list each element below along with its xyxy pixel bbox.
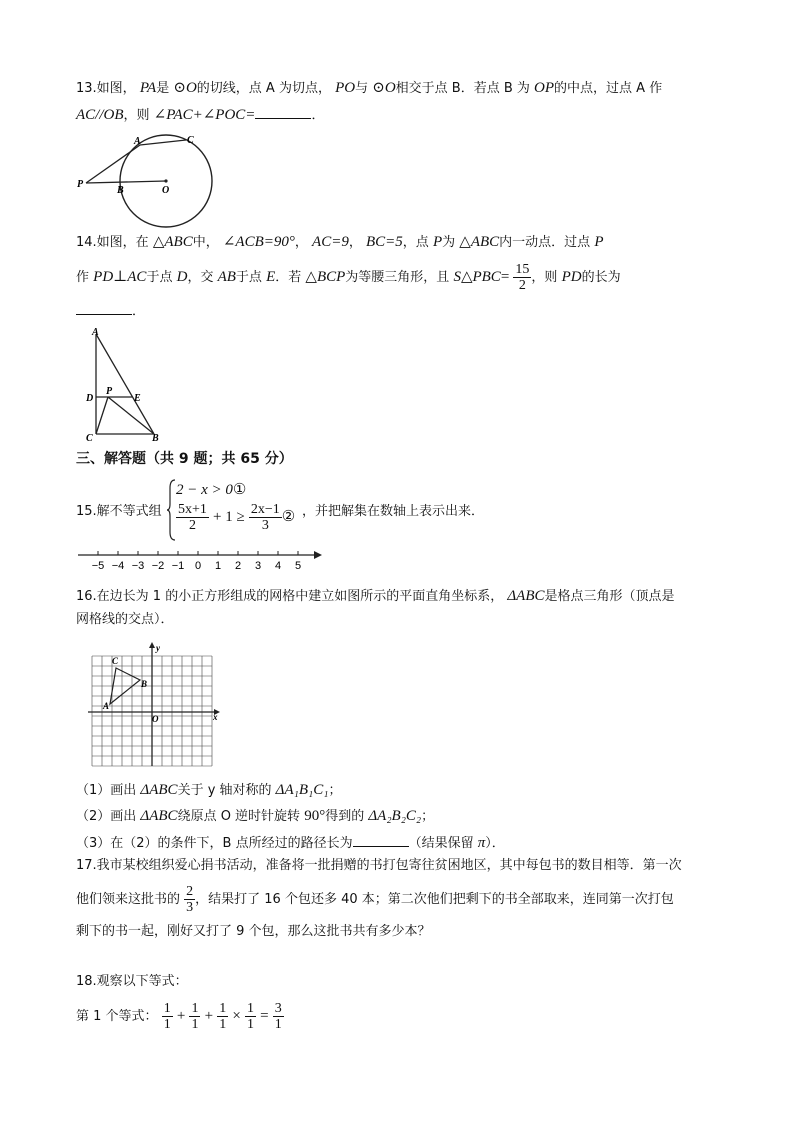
answer-blank[interactable] [255, 104, 311, 119]
math-triangle-abc: ΔABC [140, 808, 178, 824]
q14-line2 [76, 262, 621, 293]
math-p: P [594, 234, 604, 250]
inequality-1: 2 − x > 0 [176, 482, 233, 498]
fraction [245, 1001, 256, 1032]
math-angle-sum: ∠PAC+∠POC= [153, 107, 256, 123]
label-e: E [134, 393, 141, 404]
denominator: 3 [261, 518, 269, 533]
math-ab: AB [217, 269, 236, 285]
denominator: 1 [163, 1017, 171, 1032]
text: 为等腰三角形，且 [345, 270, 450, 285]
fraction [273, 1001, 284, 1032]
label-a: A [103, 701, 110, 711]
number-line-tick-label: 1 [214, 560, 222, 572]
text: 内一动点．过点 [499, 235, 591, 250]
numerator: 2x−1 [250, 502, 280, 517]
text: ； [421, 809, 435, 824]
text: ，结果打了 16 个包还多 40 本；第二次他们把剩下的书全部取来，连同第一次打包 [195, 892, 674, 907]
numerator: 5x+1 [178, 502, 207, 517]
math-pi: π [477, 835, 486, 851]
math-ac-parallel-ob: AC//OB [76, 107, 124, 123]
q15-eq2 [176, 502, 295, 533]
math-triangle-a1b1c1: ΔA₁B₁C₁ [275, 782, 329, 798]
text: 作 [76, 270, 90, 285]
denominator: 3 [186, 900, 194, 915]
q15-tail: ，并把解集在数轴上表示出来． [302, 504, 485, 519]
text: （3）在（2）的条件下，B 点所经过的路径长为 [76, 836, 353, 851]
fraction-5x1-2 [176, 502, 209, 533]
label-a: A [92, 327, 99, 338]
q16-grid-figure [84, 642, 224, 770]
number-line-ticks [92, 551, 301, 572]
math-pd-perp-ac: PD⊥AC [93, 269, 147, 285]
text: 他们领来这批书的 [76, 892, 181, 907]
q14-line3 [76, 300, 145, 322]
number-line-tick-label: −2 [151, 560, 165, 572]
math-triangle-abc: ΔABC [140, 782, 178, 798]
label-o: O [162, 185, 170, 196]
brace-icon [166, 478, 176, 542]
label-b: B [152, 433, 159, 444]
text: 相交于点 B．若点 B 为 [395, 81, 530, 96]
q16-line1 [76, 586, 675, 607]
text: 的切线，点 A 为切点， [196, 81, 331, 96]
text: 得到的 [325, 809, 365, 824]
text: 于点 [235, 270, 262, 285]
fraction-15-2 [513, 262, 531, 293]
text: ）． [485, 836, 505, 851]
numerator: 1 [246, 1001, 254, 1016]
math-ac: AC=9 [312, 234, 349, 250]
q18-line2 [76, 1000, 284, 1033]
text: ； [328, 783, 342, 798]
number-line [76, 546, 326, 572]
number-line-tick-label: 2 [234, 560, 242, 572]
number-line-tick-label: 0 [194, 560, 202, 572]
text: 16.在边长为 1 的小正方形组成的网格中建立如图所示的平面直角坐标系， [76, 589, 504, 604]
text: ，则 [531, 270, 558, 285]
answer-blank[interactable] [76, 300, 132, 315]
point-o [164, 179, 167, 182]
number-line-tick-label: 4 [274, 560, 282, 572]
label-c: C [112, 656, 119, 666]
circled-2: ② [281, 509, 296, 525]
denominator: 1 [274, 1017, 282, 1032]
fraction [217, 1001, 228, 1032]
text: 为 [442, 235, 456, 250]
q16-line2: 网格线的交点）． [76, 612, 174, 627]
q13-figure [74, 132, 214, 232]
number-line-tick-label: −5 [91, 560, 105, 572]
label-a: A [134, 136, 141, 147]
math-area: S△PBC [453, 269, 501, 285]
q18-line1: 18.观察以下等式： [76, 974, 188, 989]
y-arrow-icon [149, 642, 155, 648]
text: = [500, 269, 510, 285]
math-circle-o: ⊙O [173, 80, 197, 96]
number-line-tick-label: −4 [111, 560, 125, 572]
number-line-tick-label: 5 [294, 560, 302, 572]
math-pa: PA [139, 80, 157, 96]
label-y: y [156, 643, 160, 653]
q17-line3: 剩下的书一起，刚好又打了 9 个包，那么这批书共有多少本？ [76, 924, 431, 939]
fraction [162, 1001, 173, 1032]
q17-line1: 17.我市某校组织爱心捐书活动，准备将一批捐赠的书打包寄往贫困地区，其中每包书的数目相等．第一次 [76, 858, 682, 873]
segment-pc [96, 397, 108, 434]
math-op: OP [534, 80, 555, 96]
numerator: 15 [515, 262, 530, 277]
text: （结果保留 [408, 836, 474, 851]
text: 是 [156, 81, 170, 96]
text: ．若 [275, 270, 302, 285]
text: （1）画出 [76, 783, 137, 798]
fraction-2-3 [184, 884, 195, 915]
text: ． [132, 304, 146, 319]
q13-line1 [76, 78, 662, 99]
operator: + [176, 1008, 186, 1024]
segment-po [86, 181, 166, 183]
text: ，则 [123, 108, 150, 123]
q16-part1 [76, 780, 341, 801]
denominator: 2 [518, 278, 526, 293]
text: 14.如图，在 [76, 235, 149, 250]
denominator: 1 [219, 1017, 227, 1032]
arrow-icon [314, 551, 322, 559]
math-triangle-abc: △ABC [152, 234, 193, 250]
math-pd: PD [561, 269, 582, 285]
label-x: x [213, 712, 218, 722]
label-b: B [117, 185, 124, 196]
text: 与 [355, 81, 369, 96]
operator: + [204, 1008, 214, 1024]
answer-blank[interactable] [353, 832, 409, 847]
text: 的长为 [581, 270, 621, 285]
fraction-2x1-3 [249, 502, 282, 533]
text: ． [311, 108, 325, 123]
q14-figure [84, 326, 174, 446]
numerator: 1 [219, 1001, 227, 1016]
text: + 1 ≥ [213, 509, 245, 525]
label-b: B [141, 679, 148, 689]
label-o: O [152, 714, 159, 724]
circled-1: ① [232, 482, 247, 498]
segment-ac [140, 140, 186, 145]
text: ， [294, 235, 308, 250]
segment-ab [96, 334, 154, 434]
text: 第 1 个等式： [76, 1009, 158, 1024]
q16-part3 [76, 832, 505, 854]
math-angle-acb: ∠ACB=90° [222, 234, 295, 250]
label-p: P [77, 179, 84, 190]
text: 中， [192, 235, 219, 250]
numerator: 2 [186, 884, 194, 899]
operator: = [260, 1008, 269, 1024]
q17-line2 [76, 884, 674, 915]
segment-pb [108, 397, 154, 434]
q16-part2 [76, 806, 434, 827]
number-line-tick-label: 3 [254, 560, 262, 572]
math-p: P [432, 234, 443, 250]
text: 于点 [146, 270, 173, 285]
text: 的中点，过点 A 作 [554, 81, 663, 96]
math-90-degrees: 90° [304, 808, 326, 824]
text: 关于 y 轴对称的 [177, 783, 272, 798]
denominator: 1 [246, 1017, 254, 1032]
math-triangle-a2b2c2: ΔA₂B₂C₂ [368, 808, 422, 824]
math-e: E [266, 269, 276, 285]
math-po: PO [335, 80, 356, 96]
fraction [189, 1001, 200, 1032]
label-p: P [106, 386, 113, 397]
operator: × [232, 1008, 241, 1024]
text: 绕原点 O 逆时针旋转 [177, 809, 301, 824]
number-line-tick-label: −1 [171, 560, 185, 572]
math-triangle-abc: △ABC [459, 234, 500, 250]
math-bc: BC=5 [366, 234, 403, 250]
label-d: D [86, 393, 94, 404]
number-line-tick-label: −3 [131, 560, 145, 572]
q13-number: 13.如图， [76, 81, 136, 96]
numerator: 1 [191, 1001, 199, 1016]
math-triangle-bcp: △BCP [305, 269, 346, 285]
math-d: D [176, 269, 188, 285]
q15-eq1 [176, 480, 246, 501]
numerator: 3 [274, 1001, 282, 1016]
label-c: C [86, 433, 93, 444]
text: 是格点三角形（顶点是 [544, 589, 675, 604]
math-triangle-abc: ΔABC [507, 588, 545, 604]
q14-line1 [76, 232, 603, 253]
denominator: 1 [191, 1017, 199, 1032]
q15-lead: 15.解不等式组 [76, 504, 162, 519]
q13-line2 [76, 104, 324, 126]
numerator: 1 [163, 1001, 171, 1016]
math-circle-o: ⊙O [372, 80, 396, 96]
text: ， [348, 235, 362, 250]
text: （2）画出 [76, 809, 137, 824]
label-c: C [187, 135, 194, 146]
section-heading: 三、解答题（共 9 题；共 65 分） [76, 451, 293, 467]
text: ，交 [187, 270, 214, 285]
segment-pa [86, 145, 140, 183]
denominator: 2 [188, 518, 196, 533]
text: ，点 [402, 235, 429, 250]
